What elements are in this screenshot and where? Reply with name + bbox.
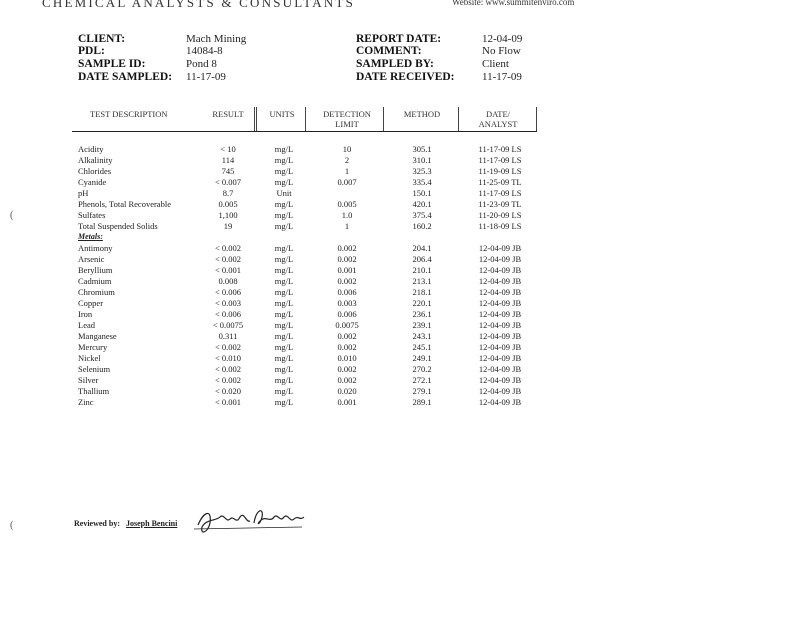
sampled-by-value: Client	[482, 58, 509, 70]
signature	[190, 503, 310, 537]
table-row	[0, 276, 800, 287]
pdl-value: 14084-8	[186, 45, 223, 57]
cell-detection-limit: 0.002	[337, 276, 357, 286]
cell-test-description: Beryllium	[78, 265, 113, 275]
cell-detection-limit: 0.007	[337, 177, 357, 187]
cell-detection-limit: 0.0075	[335, 320, 359, 330]
cell-test-description: Arsenic	[78, 254, 105, 264]
cell-test-description: Manganese	[78, 331, 117, 341]
cell-result: < 0.006	[214, 309, 242, 319]
cell-result: < 0.003	[214, 298, 242, 308]
table-row	[0, 353, 800, 364]
cell-detection-limit: 1	[344, 166, 350, 176]
cell-units: mg/L	[274, 386, 294, 396]
cell-date-analyst: 12-04-09 JB	[478, 276, 522, 286]
cell-test-description: Nickel	[78, 353, 101, 363]
cell-result: 0.005	[218, 199, 238, 209]
cell-date-analyst: 11-19-09 LS	[478, 166, 522, 176]
comment-value: No Flow	[482, 45, 521, 57]
cell-detection-limit: 0.020	[337, 386, 357, 396]
cell-test-description: Cadmium	[78, 276, 112, 286]
cell-detection-limit: 0.002	[337, 331, 357, 341]
cell-test-description: Iron	[78, 309, 93, 319]
cell-result: < 0.001	[214, 265, 242, 275]
cell-date-analyst: 11-25-09 TL	[478, 177, 522, 187]
cell-test-description: Mercury	[78, 342, 108, 352]
table-row	[0, 375, 800, 386]
table-row	[0, 342, 800, 353]
cell-units: mg/L	[274, 309, 294, 319]
cell-date-analyst: 12-04-09 JB	[478, 265, 522, 275]
cell-date-analyst: 12-04-09 JB	[478, 309, 522, 319]
cell-test-description: Zinc	[78, 397, 94, 407]
header-underline	[72, 131, 537, 132]
table-row	[0, 287, 800, 298]
cell-units: mg/L	[274, 177, 294, 187]
cell-detection-limit: 0.001	[337, 397, 357, 407]
cell-result: < 0.010	[214, 353, 242, 363]
cell-method: 249.1	[412, 353, 432, 363]
table-row	[0, 199, 800, 210]
cell-result: < 0.002	[214, 243, 242, 253]
cell-detection-limit: 0.002	[337, 364, 357, 374]
cell-test-description: Total Suspended Solids	[78, 221, 158, 231]
col-date-analyst: DATE/ ANALYST	[478, 109, 518, 129]
report-date-label: REPORT DATE:	[356, 33, 442, 45]
cell-result: < 0.0075	[212, 320, 244, 330]
cell-date-analyst: 12-04-09 JB	[478, 254, 522, 264]
cell-test-description: Selenium	[78, 364, 111, 374]
cell-units: mg/L	[274, 298, 294, 308]
website-url: Website: www.summitenviro.com	[452, 0, 575, 7]
reviewed-by-label: Reviewed by:	[74, 519, 120, 528]
cell-result: 1,100	[218, 210, 238, 220]
cell-test-description: Lead	[78, 320, 95, 330]
cell-test-description: Acidity	[78, 144, 104, 154]
col-method: METHOD	[403, 109, 441, 119]
table-row	[0, 397, 800, 408]
cell-units: mg/L	[274, 155, 294, 165]
cell-result: 0.008	[218, 276, 238, 286]
cell-date-analyst: 12-04-09 JB	[478, 243, 522, 253]
cell-method: 420.1	[412, 199, 432, 209]
cell-units: Unit	[276, 188, 292, 198]
cell-date-analyst: 11-18-09 LS	[478, 221, 522, 231]
cell-test-description: Phenols, Total Recoverable	[78, 199, 171, 209]
table-row	[0, 188, 800, 199]
cell-detection-limit: 0.005	[337, 199, 357, 209]
cell-result: 19	[223, 221, 233, 231]
cell-method: 236.1	[412, 309, 432, 319]
cell-test-description: Copper	[78, 298, 104, 308]
cell-date-analyst: 12-04-09 JB	[478, 320, 522, 330]
cell-result: < 0.002	[214, 342, 242, 352]
cell-date-analyst: 12-04-09 JB	[478, 342, 522, 352]
cell-method: 375.4	[412, 210, 432, 220]
cell-detection-limit: 1.0	[341, 210, 353, 220]
table-row	[0, 386, 800, 397]
table-row	[0, 177, 800, 188]
cell-test-description: pH	[78, 188, 89, 198]
cell-test-description: Silver	[78, 375, 99, 385]
date-sampled-label: DATE SAMPLED:	[78, 71, 173, 83]
cell-method: 150.1	[412, 188, 432, 198]
cell-units: mg/L	[274, 265, 294, 275]
client-value: Mach Mining	[186, 33, 247, 45]
cell-units: mg/L	[274, 342, 294, 352]
cell-method: 239.1	[412, 320, 432, 330]
reviewed-by	[74, 519, 177, 528]
cell-result: < 0.002	[214, 364, 242, 374]
table-row	[0, 320, 800, 331]
section-heading	[0, 232, 800, 243]
cell-date-analyst: 11-20-09 LS	[478, 210, 522, 220]
cell-date-analyst: 12-04-09 JB	[478, 287, 522, 297]
sample-id-value: Pond 8	[186, 58, 217, 70]
table-row	[0, 254, 800, 265]
cell-date-analyst: 11-17-09 LS	[478, 188, 522, 198]
cell-units: mg/L	[274, 331, 294, 341]
cell-method: 210.1	[412, 265, 432, 275]
table-row	[0, 364, 800, 375]
cell-units: mg/L	[274, 397, 294, 407]
cell-test-description: Sulfates	[78, 210, 106, 220]
date-sampled-value: 11-17-09	[186, 71, 226, 83]
cell-result: 745	[221, 166, 235, 176]
cell-units: mg/L	[274, 243, 294, 253]
date-received-label: DATE RECEIVED:	[356, 71, 455, 83]
cell-result: < 0.006	[214, 287, 242, 297]
cell-units: mg/L	[274, 254, 294, 264]
cell-date-analyst: 11-17-09 LS	[478, 144, 522, 154]
cell-method: 310.1	[412, 155, 432, 165]
column-divider	[383, 107, 384, 132]
cell-detection-limit: 0.010	[337, 353, 357, 363]
cell-test-description: Chlorides	[78, 166, 112, 176]
cell-method: 270.2	[412, 364, 432, 374]
cell-method: 325.3	[412, 166, 432, 176]
reviewer-name: Joseph Bencini	[126, 519, 178, 528]
cell-units: mg/L	[274, 364, 294, 374]
cell-test-description: Chromium	[78, 287, 115, 297]
cell-result: < 0.002	[214, 375, 242, 385]
client-label: CLIENT:	[78, 33, 126, 45]
cell-method: 305.1	[412, 144, 432, 154]
cell-result: 0.311	[218, 331, 238, 341]
cell-method: 279.1	[412, 386, 432, 396]
table-row	[0, 309, 800, 320]
table-row	[0, 243, 800, 254]
cell-method: 206.4	[412, 254, 432, 264]
cell-detection-limit: 1	[344, 221, 350, 231]
cell-result: < 10	[220, 144, 236, 154]
cell-detection-limit: 0.001	[337, 265, 357, 275]
cell-detection-limit: 0.002	[337, 243, 357, 253]
lab-name: CHEMICAL ANALYSTS & CONSULTANTS	[42, 0, 356, 10]
table-row	[0, 155, 800, 166]
cell-detection-limit: 2	[344, 155, 350, 165]
cell-result: < 0.020	[214, 386, 242, 396]
cell-date-analyst: 12-04-09 JB	[478, 353, 522, 363]
cell-method: 289.1	[412, 397, 432, 407]
cell-test-description: Cyanide	[78, 177, 107, 187]
margin-mark: (	[10, 520, 14, 531]
cell-date-analyst: 12-04-09 JB	[478, 386, 522, 396]
cell-test-description: Thallium	[78, 386, 110, 396]
cell-date-analyst: 12-04-09 JB	[478, 397, 522, 407]
cell-units: mg/L	[274, 144, 294, 154]
col-test-description: TEST DESCRIPTION	[90, 109, 168, 119]
table-row	[0, 166, 800, 177]
report-date-value: 12-04-09	[482, 33, 523, 45]
cell-result: 8.7	[222, 188, 234, 198]
cell-method: 160.2	[412, 221, 432, 231]
cell-detection-limit: 0.002	[337, 375, 357, 385]
cell-method: 218.1	[412, 287, 432, 297]
cell-method: 245.1	[412, 342, 432, 352]
cell-result: < 0.007	[214, 177, 242, 187]
column-divider	[305, 107, 306, 132]
cell-method: 213.1	[412, 276, 432, 286]
cell-detection-limit: 0.003	[337, 298, 357, 308]
col-detection-limit: DETECTION LIMIT	[323, 109, 371, 129]
cell-units: mg/L	[274, 320, 294, 330]
cell-units: mg/L	[274, 210, 294, 220]
section-label: Metals:	[78, 232, 103, 241]
cell-date-analyst: 12-04-09 JB	[478, 364, 522, 374]
cell-date-analyst: 11-23-09 TL	[478, 199, 522, 209]
cell-result: < 0.002	[214, 254, 242, 264]
table-row	[0, 331, 800, 342]
cell-detection-limit: 0.002	[337, 254, 357, 264]
cell-date-analyst: 11-17-09 LS	[478, 155, 522, 165]
cell-units: mg/L	[274, 276, 294, 286]
cell-test-description: Alkalinity	[78, 155, 113, 165]
cell-result: < 0.001	[214, 397, 242, 407]
cell-units: mg/L	[274, 287, 294, 297]
cell-date-analyst: 12-04-09 JB	[478, 375, 522, 385]
margin-mark: (	[10, 210, 14, 221]
date-received-value: 11-17-09	[482, 71, 522, 83]
table-row	[0, 144, 800, 155]
col-units: UNITS	[269, 109, 295, 119]
column-divider	[536, 107, 537, 132]
cell-detection-limit: 0.002	[337, 342, 357, 352]
cell-method: 204.1	[412, 243, 432, 253]
sampled-by-label: SAMPLED BY:	[356, 58, 434, 70]
cell-method: 243.1	[412, 331, 432, 341]
cell-units: mg/L	[274, 221, 294, 231]
cell-date-analyst: 12-04-09 JB	[478, 331, 522, 341]
column-divider	[458, 107, 459, 132]
cell-units: mg/L	[274, 353, 294, 363]
cell-detection-limit: 0.006	[337, 309, 357, 319]
cell-detection-limit: 10	[342, 144, 352, 154]
cell-result: 114	[221, 155, 235, 165]
cell-method: 335.4	[412, 177, 432, 187]
cell-test-description: Antimony	[78, 243, 113, 253]
cell-method: 220.1	[412, 298, 432, 308]
cell-units: mg/L	[274, 199, 294, 209]
table-row	[0, 265, 800, 276]
comment-label: COMMENT:	[356, 45, 422, 57]
table-row	[0, 221, 800, 232]
table-row	[0, 298, 800, 309]
cell-units: mg/L	[274, 375, 294, 385]
col-result: RESULT	[212, 109, 244, 119]
cell-method: 272.1	[412, 375, 432, 385]
column-divider	[256, 107, 257, 132]
pdl-label: PDL:	[78, 45, 105, 57]
cell-date-analyst: 12-04-09 JB	[478, 298, 522, 308]
cell-detection-limit: 0.006	[337, 287, 357, 297]
results-table-header	[72, 107, 537, 132]
sample-id-label: SAMPLE ID:	[78, 58, 146, 70]
cell-units: mg/L	[274, 166, 294, 176]
table-row	[0, 210, 800, 221]
